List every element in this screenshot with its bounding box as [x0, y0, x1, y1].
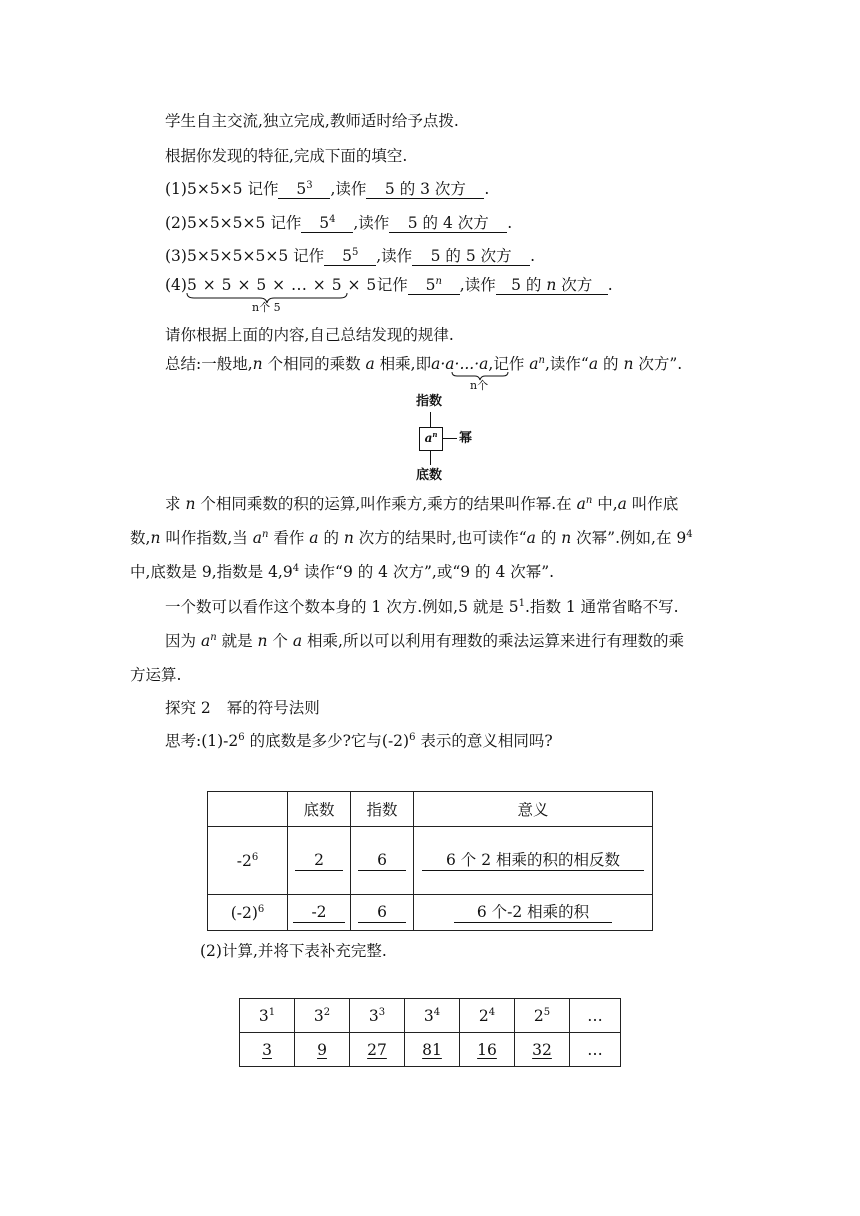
- product-expression: 5 × 5 × 5 × ... × 5 × 5: [186, 276, 377, 294]
- base-label: 底数: [416, 468, 443, 483]
- intro-text: 学生自主交流,独立完成,教师适时给予点拨.: [165, 112, 459, 130]
- table-header: 意义: [414, 792, 653, 827]
- power-cell: $3^2$: [295, 999, 350, 1033]
- ask-text: 请你根据上面的内容,自己总结发现的规律.: [165, 326, 454, 344]
- power-values-table: [239, 998, 621, 1067]
- meaning-cell: 6 个 2 相乘的积的相反数: [414, 827, 653, 895]
- paragraph-line: 因为 $a^n$ 就是 n 个 a 相乘,所以可以利用有理数的乘法运算来进行有理数的乘: [165, 631, 684, 650]
- base-exponent-table: [207, 791, 653, 931]
- meaning-cell: 6 个-2 相乘的积: [414, 895, 653, 931]
- think-question: 思考$:(1)-2^6$ 的底数是多少?它与$(-2)^6$ 表示的意义相同吗?: [165, 731, 553, 750]
- answer-blank: 5$^n$: [408, 276, 460, 295]
- answer-blank: 5 的 5 次方: [412, 247, 530, 266]
- answer-blank: $5^4$: [301, 214, 353, 233]
- value-cell: 81: [405, 1033, 460, 1067]
- value-cell: 9: [295, 1033, 350, 1067]
- paragraph-line: 求 n 个相同乘数的积的运算,叫作乘方,乘方的结果叫作幂.在 $a^n$ 中,a 叫作底: [165, 494, 679, 513]
- table-row: [240, 999, 621, 1033]
- power-diagram: [405, 392, 485, 484]
- brace-label: n个 5: [252, 301, 281, 314]
- paragraph-line: 一个数可以看作这个数本身的 1 次方.例如,5 就是 $5^1$.指数 1 通常省略不写.: [165, 597, 679, 616]
- answer-blank: 5 的 4 次方: [389, 214, 507, 233]
- section-heading: 探究 2 幂的符号法则: [165, 699, 320, 717]
- power-cell: $2^4$: [460, 999, 515, 1033]
- table-row: [208, 895, 653, 931]
- table-header: [208, 792, 288, 827]
- power-cell: $3^1$: [240, 999, 295, 1033]
- paragraph-line: 数,n 叫作指数,当 $a^n$ 看作 a 的 n 次方的结果时,也可读作“a 的 n 次幂”.例如,在 $9^4$: [130, 528, 693, 547]
- base-cell: 2: [288, 827, 351, 895]
- answer-blank: $5^3$: [278, 180, 330, 199]
- value-cell: 27: [350, 1033, 405, 1067]
- power-label: 幂: [459, 431, 473, 446]
- fill-item-1: (1)5×5×5 记作 $5^3$ ,读作 5 的 3 次方 .: [165, 179, 490, 198]
- exponent-cell: 6: [351, 827, 414, 895]
- expression-cell: $(-2)^6$: [208, 895, 288, 931]
- base-cell: -2: [288, 895, 351, 931]
- power-cell: …: [570, 999, 621, 1033]
- power-cell: $3^3$: [350, 999, 405, 1033]
- calc-prompt: (2)计算,并将下表补充完整.: [200, 942, 387, 960]
- table-row: [240, 1033, 621, 1067]
- power-cell: $2^5$: [515, 999, 570, 1033]
- power-cell: $3^4$: [405, 999, 460, 1033]
- fill-item-3: (3)5×5×5×5×5 记作 $5^5$ ,读作 5 的 5 次方 .: [165, 246, 536, 265]
- answer-blank: $5^5$: [324, 247, 376, 266]
- fill-item-4: (4)5 × 5 × 5 × ... × 5 × 5记作 5$^n$ ,读作 5 的 n 次方 .: [165, 275, 613, 294]
- exponent-label: 指数: [416, 394, 443, 409]
- exponent-cell: 6: [351, 895, 414, 931]
- answer-blank: 5 的 3 次方: [366, 180, 484, 199]
- summary-text: 总结:一般地,n 个相同的乘数 a 相乘,即a·a·...·a,记作 $a^n$,读作“a 的 n 次方”.: [165, 354, 683, 373]
- value-cell: 16: [460, 1033, 515, 1067]
- fill-item-2: (2)5×5×5×5 记作 $5^4$ ,读作 5 的 4 次方 .: [165, 213, 513, 232]
- table-header: 底数: [288, 792, 351, 827]
- answer-blank: 5 的 n 次方: [496, 276, 608, 295]
- table-header: 指数: [351, 792, 414, 827]
- prompt-text: 根据你发现的特征,完成下面的填空.: [165, 147, 408, 165]
- paragraph-line: 中,底数是 9,指数是 $4,9^4$ 读作“9 的 4 次方”,或“9 的 4 次幂”.: [130, 562, 555, 581]
- product-expression: a·a·...·a: [431, 355, 489, 373]
- table-row: [208, 827, 653, 895]
- power-box: $a^n$: [419, 427, 443, 451]
- expression-cell: $-2^6$: [208, 827, 288, 895]
- value-cell: 3: [240, 1033, 295, 1067]
- paragraph-line: 方运算.: [130, 666, 182, 684]
- brace-label: n个: [470, 379, 489, 392]
- value-cell: 32: [515, 1033, 570, 1067]
- value-cell: …: [570, 1033, 621, 1067]
